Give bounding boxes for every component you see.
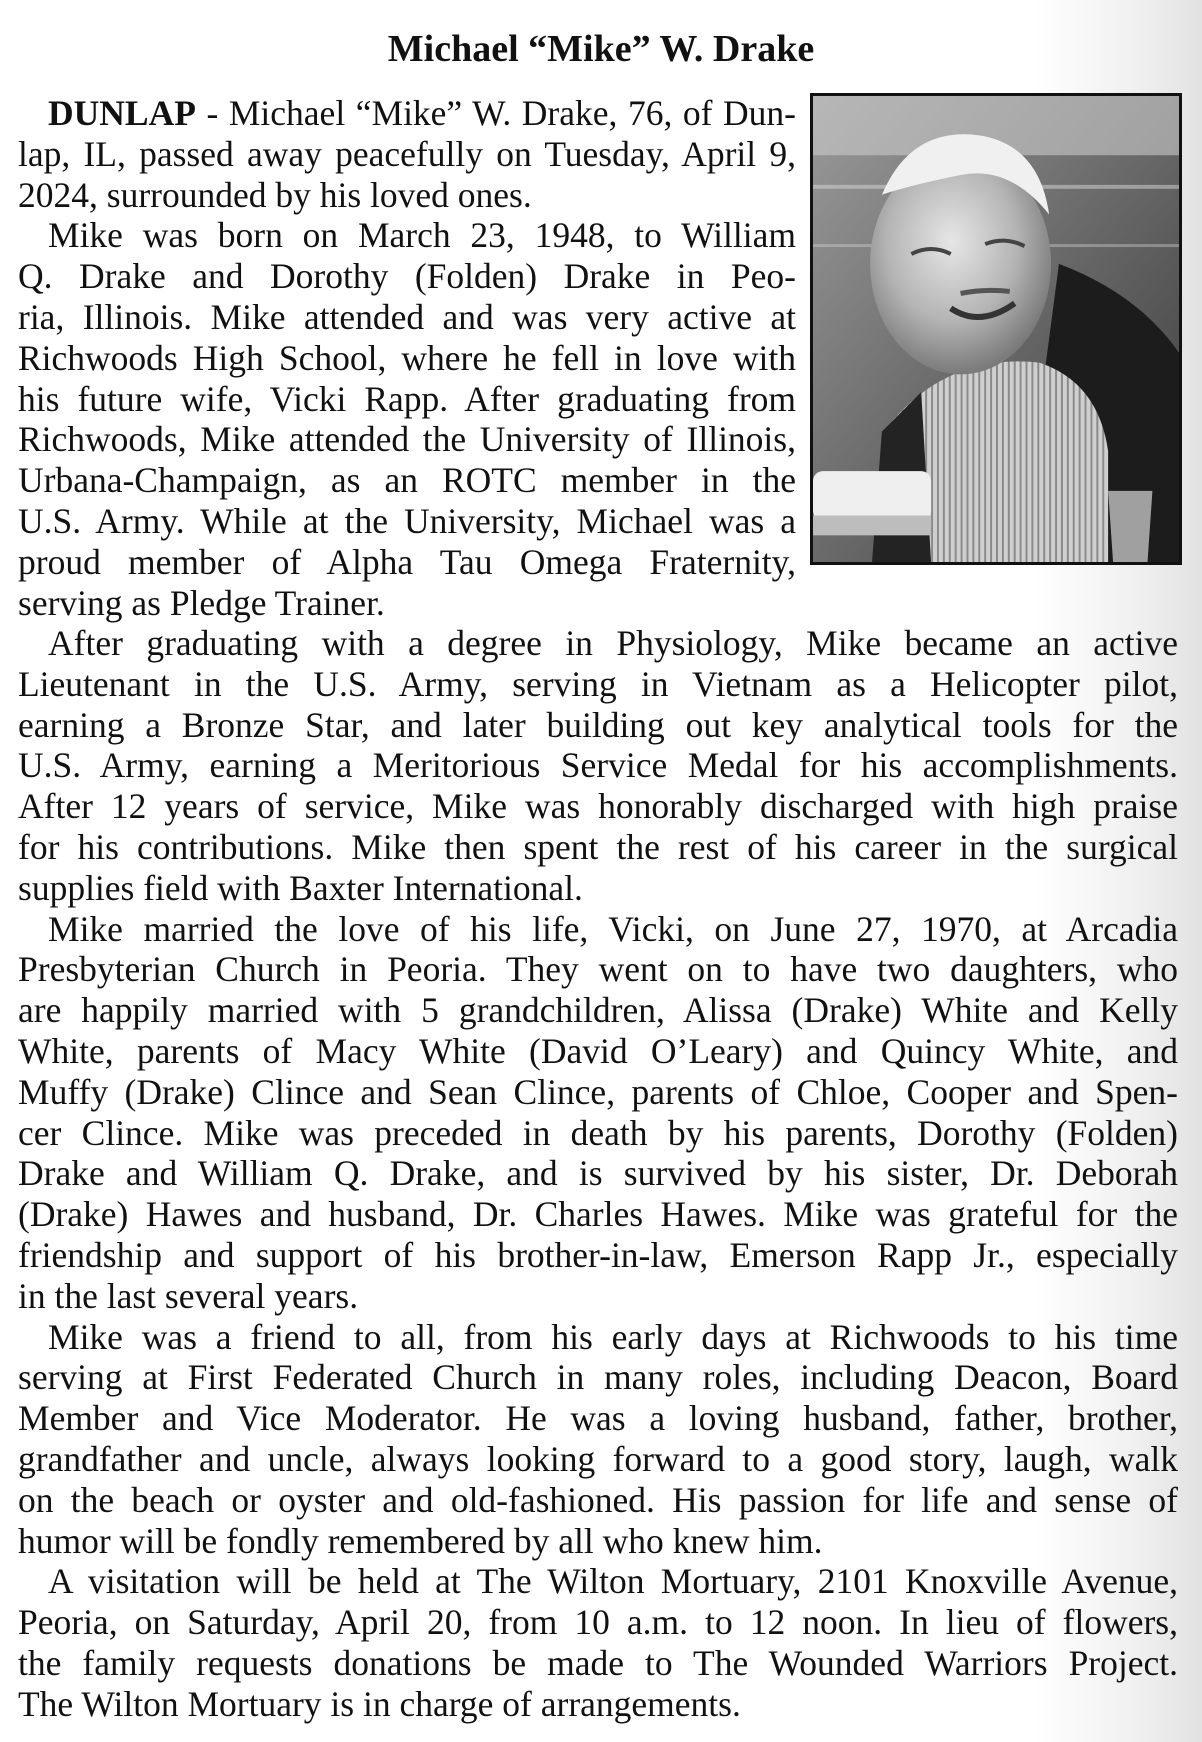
text-line: Mike was a friend to all, from his early days at Richwoods to his time xyxy=(48,1316,1178,1357)
portrait-image xyxy=(813,96,1179,562)
text-line: for his contributions. Mike then spent the rest of his career in the surgical xyxy=(18,826,1178,867)
dateline: DUNLAP xyxy=(48,93,196,133)
text-line: Richwoods High School, where he fell in love with xyxy=(18,337,796,378)
text-line: are happily married with 5 grandchildren, Alissa (Drake) White and Kelly xyxy=(18,990,1178,1031)
text-line: (Drake) Hawes and husband, Dr. Charles Hawes. Mike was grateful for the xyxy=(18,1194,1178,1235)
text-line: The Wilton Mortuary is in charge of arrangements. xyxy=(18,1683,741,1724)
text-line: Peoria, on Saturday, April 20, from 10 a.m. to 12 noon. In lieu of flowers, xyxy=(18,1602,1178,1643)
text-line: serving at First Federated Church in many roles, including Deacon, Board xyxy=(18,1357,1178,1398)
text-line: Urbana-Champaign, as an ROTC member in the xyxy=(18,460,796,501)
text-line: proud member of Alpha Tau Omega Fraternity, xyxy=(18,541,796,582)
text-line: cer Clince. Mike was preceded in death by his parents, Dorothy (Folden) xyxy=(18,1112,1178,1153)
text-line: Member and Vice Moderator. He was a loving husband, father, brother, xyxy=(18,1398,1178,1439)
text-line: earning a Bronze Star, and later building out key analytical tools for the xyxy=(18,704,1178,745)
text-line: lap, IL, passed away peacefully on Tuesday, April 9, xyxy=(18,133,796,174)
text-fragment: - Michael “Mike” W. Drake, 76, of Dun- xyxy=(195,93,796,133)
text-line: Richwoods, Mike attended the University of Illinois, xyxy=(18,419,796,460)
text-line: humor will be fondly remembered by all who knew him. xyxy=(18,1520,823,1561)
text-line: White, parents of Macy White (David O’Leary) and Quincy White, and xyxy=(18,1030,1178,1071)
text-line: Mike married the love of his life, Vicki, on June 27, 1970, at Arcadia xyxy=(48,908,1178,949)
text-line: Muffy (Drake) Clince and Sean Clince, parents of Chloe, Cooper and Spen- xyxy=(18,1071,1178,1112)
text-line: ria, Illinois. Mike attended and was very active at xyxy=(18,296,796,337)
text-line: Drake and William Q. Drake, and is survived by his sister, Dr. Deborah xyxy=(18,1153,1178,1194)
text-line: Mike was born on March 23, 1948, to William xyxy=(48,215,796,256)
text-line: friendship and support of his brother-in-law, Emerson Rapp Jr., especially xyxy=(18,1234,1178,1275)
text-line: serving as Pledge Trainer. xyxy=(18,582,385,623)
text-line: U.S. Army. While at the University, Michael was a xyxy=(18,500,796,541)
text-line: the family requests donations be made to The Wounded Warriors Project. xyxy=(18,1642,1178,1683)
text-line: 2024, surrounded by his loved ones. xyxy=(18,174,532,215)
text-line: After 12 years of service, Mike was honorably discharged with high praise xyxy=(18,786,1178,827)
text-line: on the beach or oyster and old-fashioned. His passion for life and sense of xyxy=(18,1479,1178,1520)
portrait-photo xyxy=(810,93,1182,565)
text-line: After graduating with a degree in Physiology, Mike became an active xyxy=(48,623,1178,663)
text-line: supplies field with Baxter International. xyxy=(18,867,583,908)
text-line: A visitation will be held at The Wilton Mortuary, 2101 Knoxville Avenue, xyxy=(48,1561,1178,1602)
page-title: Michael “Mike” W. Drake xyxy=(387,28,815,70)
text-line: his future wife, Vicki Rapp. After graduating from xyxy=(18,378,796,419)
text-line: U.S. Army, earning a Meritorious Service Medal for his accomplishments. xyxy=(18,745,1178,786)
text-line: Presbyterian Church in Peoria. They went on to have two daughters, who xyxy=(18,949,1178,990)
obituary-text-full xyxy=(18,623,1178,1725)
text-line: Q. Drake and Dorothy (Folden) Drake in Peo- xyxy=(18,256,796,297)
text-line: Lieutenant in the U.S. Army, serving in Vietnam as a Helicopter pilot, xyxy=(18,663,1178,704)
obituary-text-narrow xyxy=(18,93,796,623)
text-line: grandfather and uncle, always looking forward to a good story, laugh, walk xyxy=(18,1438,1178,1479)
text-line xyxy=(18,93,796,134)
text-line: in the last several years. xyxy=(18,1275,359,1316)
